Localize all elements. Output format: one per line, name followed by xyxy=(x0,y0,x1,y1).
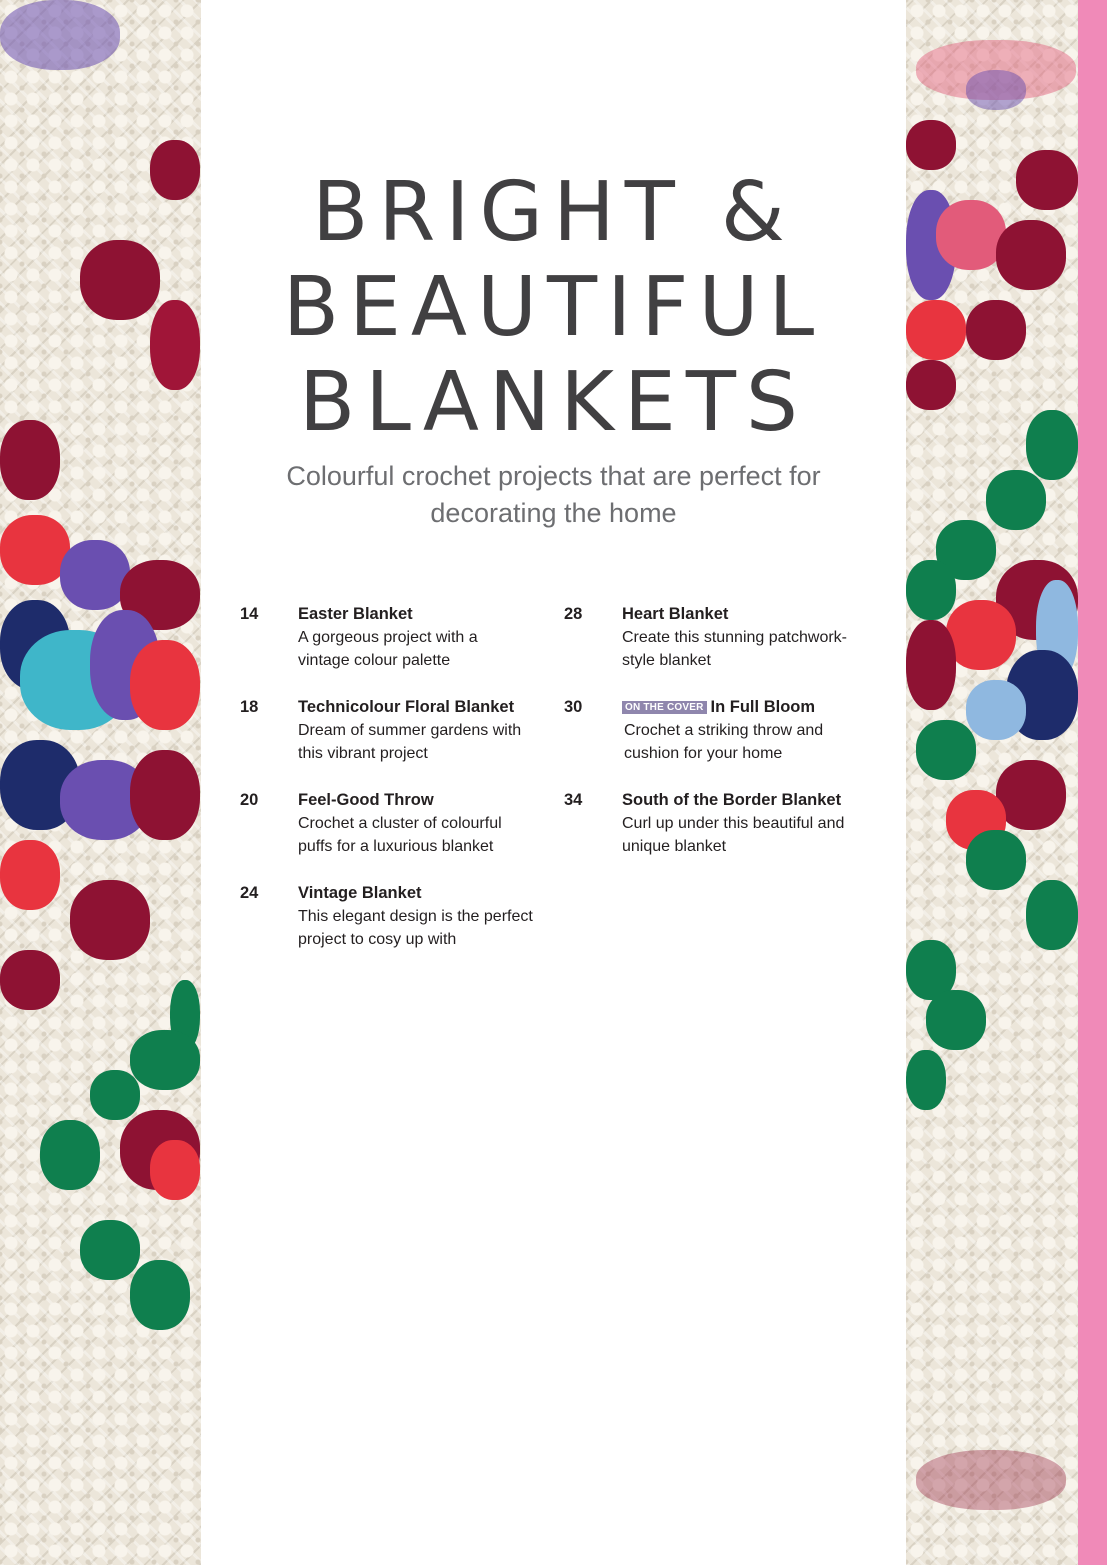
toc-entry[interactable] xyxy=(240,696,560,789)
yarn-patch xyxy=(916,720,976,780)
toc-column-right xyxy=(564,603,864,882)
entry-title: Heart Blanket xyxy=(622,605,729,623)
yarn-patch xyxy=(916,1450,1066,1510)
description-line: Create this stunning patchwork- xyxy=(622,629,847,646)
toc-entry[interactable] xyxy=(240,789,560,882)
title-line: BEAUTIFUL xyxy=(282,260,825,355)
entry-description xyxy=(622,719,892,765)
description-line: puffs for a luxurious blanket xyxy=(298,838,494,855)
yarn-patch xyxy=(70,880,150,960)
entry-description xyxy=(298,812,568,858)
entry-title: Vintage Blanket xyxy=(298,884,422,902)
toc-entry[interactable] xyxy=(564,789,864,882)
entry-description xyxy=(298,905,568,951)
description-line: A gorgeous project with a xyxy=(298,629,478,646)
yarn-patch xyxy=(906,560,956,620)
contents-panel xyxy=(201,0,906,1565)
yarn-patch xyxy=(130,1030,200,1090)
yarn-patch xyxy=(0,950,60,1010)
description-line: Crochet a cluster of colourful xyxy=(298,815,502,832)
yarn-patch xyxy=(80,1220,140,1280)
entry-title-row xyxy=(622,696,892,719)
yarn-patch xyxy=(906,1050,946,1110)
entry-title: Technicolour Floral Blanket xyxy=(298,698,515,716)
yarn-patch xyxy=(906,300,966,360)
description-line: this vibrant project xyxy=(298,745,428,762)
yarn-patch xyxy=(1016,150,1078,210)
description-line: cushion for your home xyxy=(624,745,783,762)
page-subtitle xyxy=(261,458,846,532)
yarn-patch xyxy=(996,760,1066,830)
yarn-patch xyxy=(90,1070,140,1120)
toc-entry[interactable] xyxy=(564,603,864,696)
entry-description xyxy=(298,719,568,765)
crochet-blanket-photo-right xyxy=(906,0,1078,1565)
yarn-patch xyxy=(130,1260,190,1330)
crochet-blanket-photo-left xyxy=(0,0,201,1565)
toc-entry[interactable] xyxy=(240,603,560,696)
description-line: vintage colour palette xyxy=(298,652,451,669)
entry-description xyxy=(298,626,568,672)
yarn-patch xyxy=(150,300,200,390)
toc-column-left xyxy=(240,603,560,975)
on-the-cover-badge: ON THE COVER xyxy=(622,701,707,714)
page-number: 34 xyxy=(564,791,583,809)
page-title xyxy=(201,165,906,450)
description-line: Curl up under this beautiful and xyxy=(622,815,845,832)
yarn-patch xyxy=(966,70,1026,110)
yarn-patch xyxy=(996,220,1066,290)
description-line: Crochet a striking throw and xyxy=(624,722,824,739)
yarn-patch xyxy=(966,300,1026,360)
yarn-patch xyxy=(0,420,60,500)
yarn-patch xyxy=(40,1120,100,1190)
yarn-patch xyxy=(966,830,1026,890)
yarn-patch xyxy=(946,600,1016,670)
yarn-patch xyxy=(906,120,956,170)
yarn-patch xyxy=(150,140,200,200)
title-line: BLANKETS xyxy=(299,355,808,450)
page-number: 28 xyxy=(564,605,583,623)
yarn-patch xyxy=(1026,880,1078,950)
description-line: project to cosy up with xyxy=(298,931,457,948)
yarn-patch xyxy=(150,1140,200,1200)
page-number: 18 xyxy=(240,698,259,716)
yarn-patch xyxy=(906,620,956,710)
yarn-patch xyxy=(0,840,60,910)
yarn-patch xyxy=(80,240,160,320)
entry-description xyxy=(622,626,892,672)
yarn-patch xyxy=(130,750,200,840)
entry-title: South of the Border Blanket xyxy=(622,791,842,809)
subtitle-line: decorating the home xyxy=(430,498,677,528)
entry-description xyxy=(622,812,892,858)
page-number: 30 xyxy=(564,698,583,716)
description-line: This elegant design is the perfect xyxy=(298,908,533,925)
toc-entry[interactable] xyxy=(564,696,864,789)
toc-entry[interactable] xyxy=(240,882,560,975)
title-line: BRIGHT & xyxy=(312,165,795,260)
description-line: style blanket xyxy=(622,652,711,669)
page-number: 24 xyxy=(240,884,259,902)
yarn-patch xyxy=(926,990,986,1050)
yarn-patch xyxy=(1026,410,1078,480)
yarn-patch xyxy=(966,680,1026,740)
yarn-patch xyxy=(986,470,1046,530)
yarn-patch xyxy=(906,360,956,410)
page-number: 20 xyxy=(240,791,259,809)
yarn-patch xyxy=(130,640,200,730)
subtitle-line: Colourful crochet projects that are perfect for xyxy=(286,461,821,491)
description-line: Dream of summer gardens with xyxy=(298,722,522,739)
description-line: unique blanket xyxy=(622,838,727,855)
page-number: 14 xyxy=(240,605,259,623)
entry-title: Easter Blanket xyxy=(298,605,413,623)
edge-strip xyxy=(1078,0,1107,1565)
yarn-patch xyxy=(0,0,120,70)
entry-title: In Full Bloom xyxy=(710,698,816,716)
entry-title: Feel-Good Throw xyxy=(298,791,434,809)
